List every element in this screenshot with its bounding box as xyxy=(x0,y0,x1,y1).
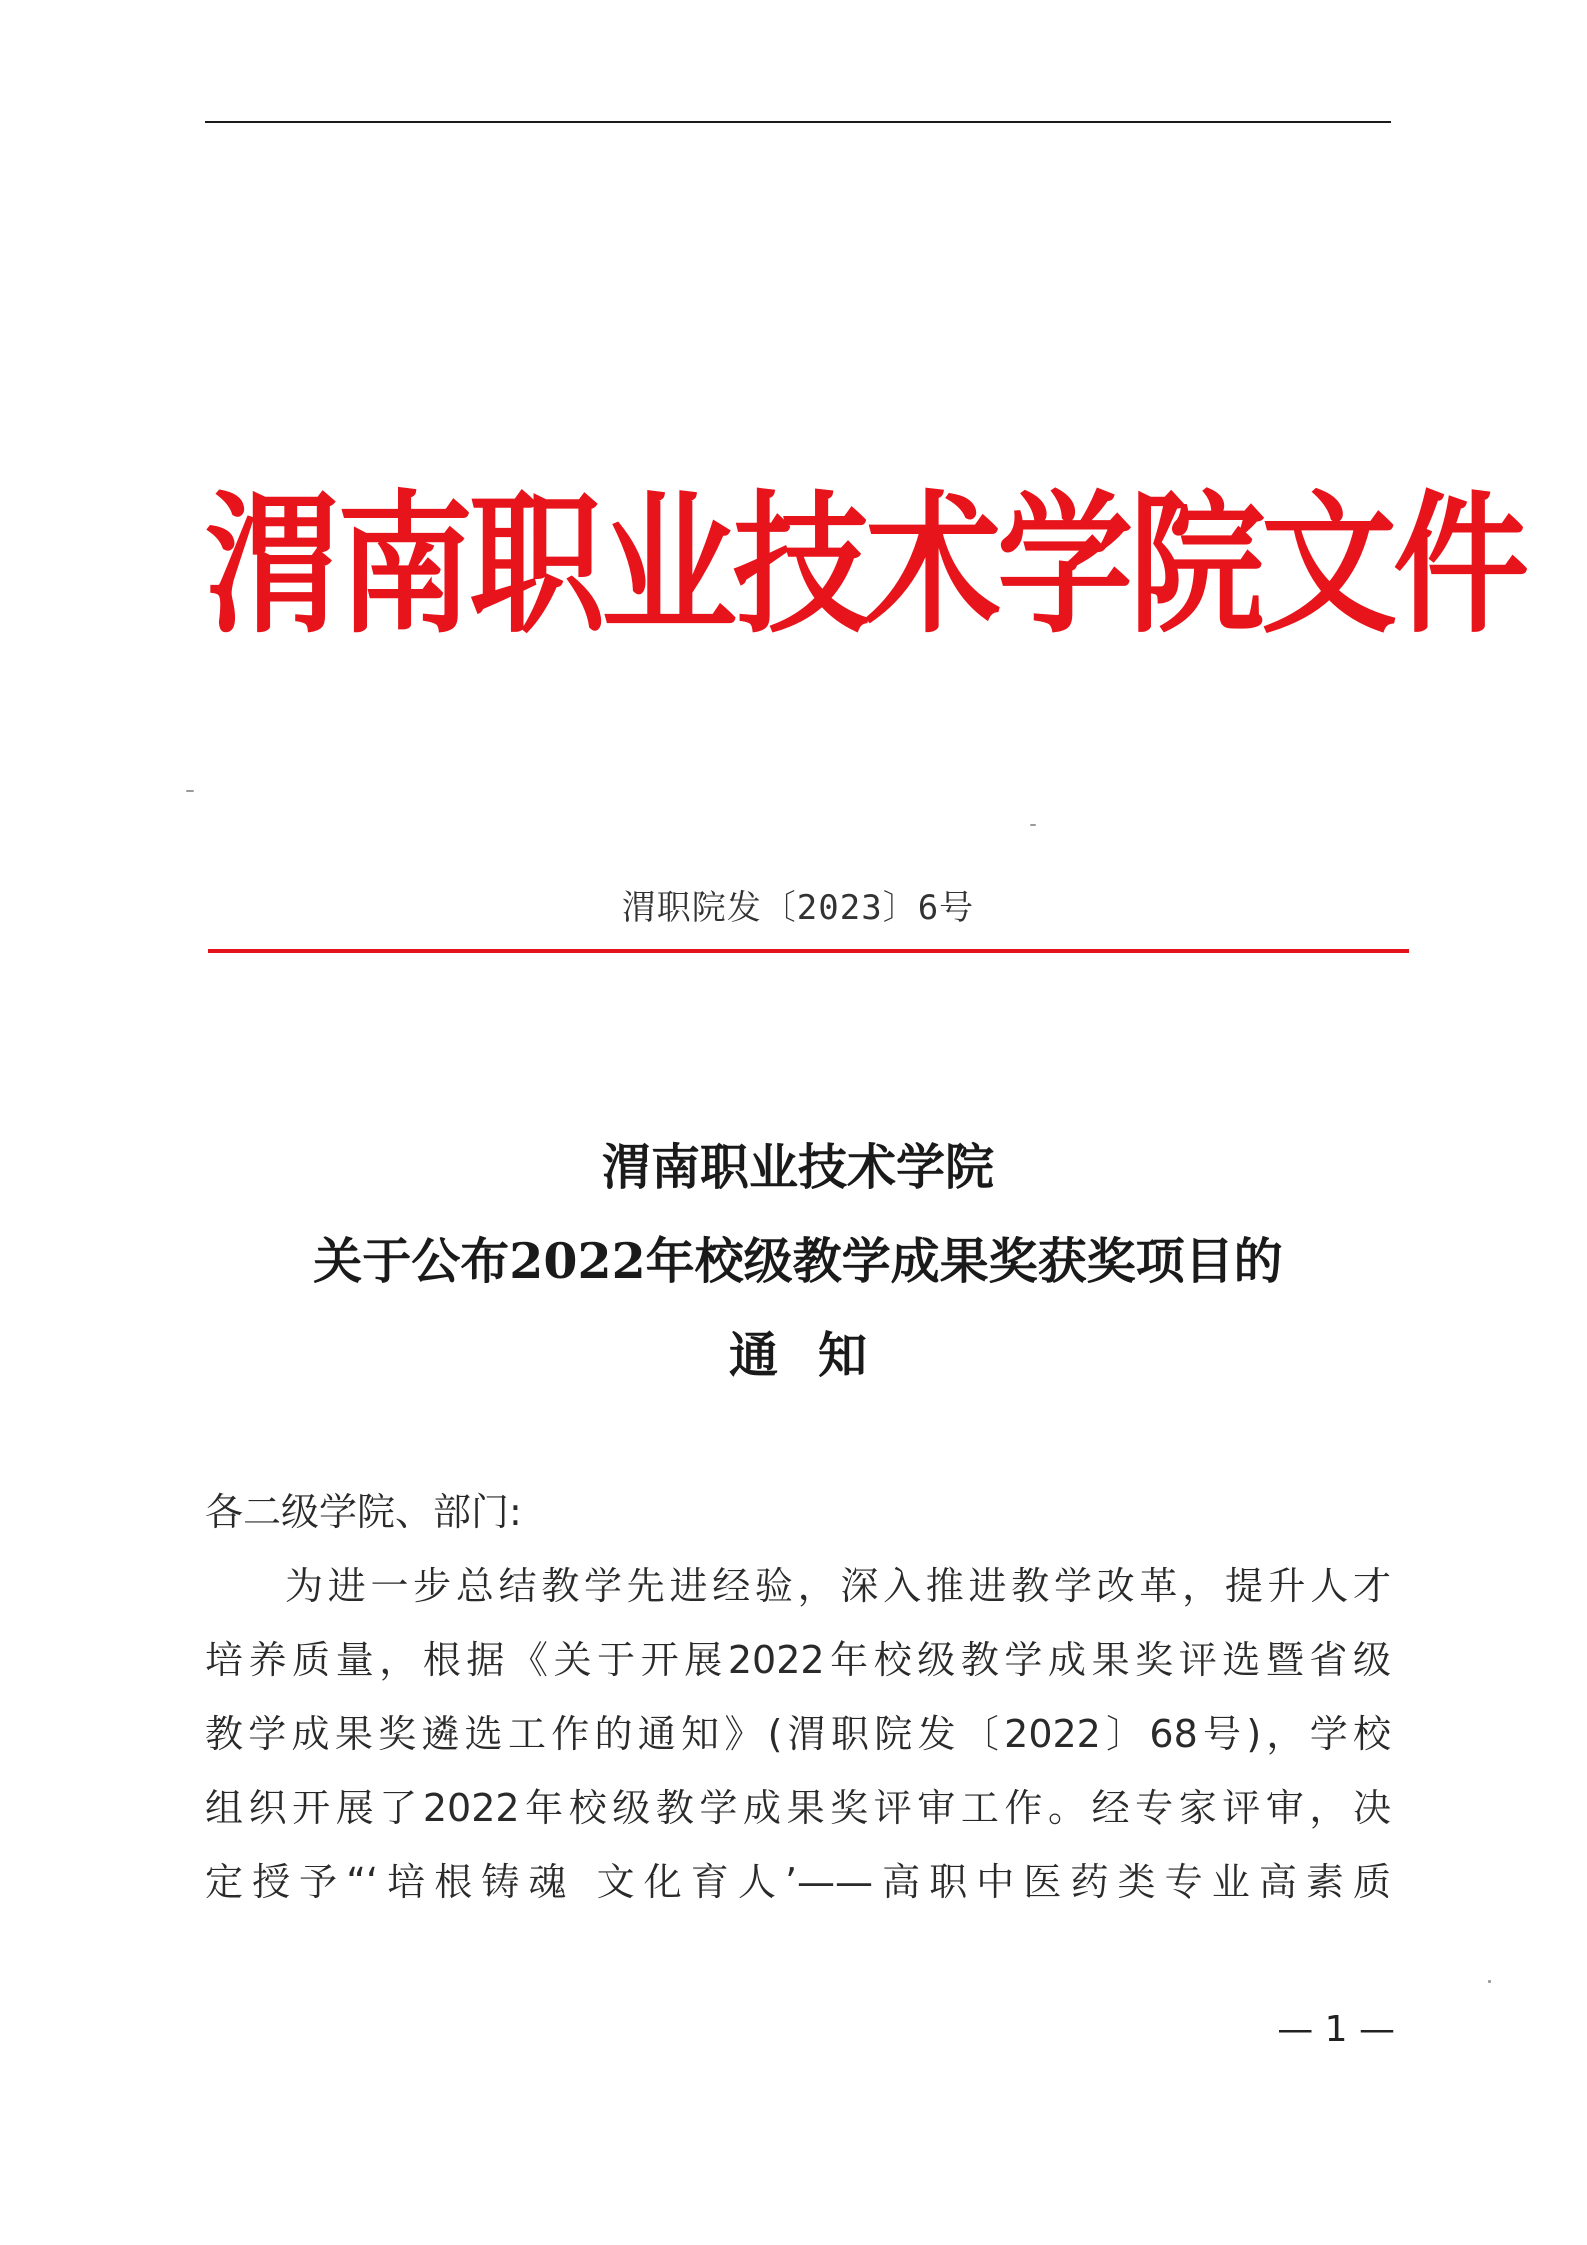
salutation: 各二级学院、部门: xyxy=(205,1490,522,1534)
scan-speck xyxy=(1488,1980,1491,1983)
title-line-notice: 通知 xyxy=(728,1326,907,1384)
scan-speck xyxy=(186,790,194,792)
notice-title xyxy=(205,1120,1391,1402)
title-line-subject: 关于公布2022年校级教学成果奖获奖项目的 xyxy=(313,1232,1283,1290)
scan-speck xyxy=(1030,824,1036,826)
title-line-institution: 渭南职业技术学院 xyxy=(601,1138,994,1196)
document-number: 渭职院发〔2023〕6号 xyxy=(621,888,975,928)
notice-body xyxy=(205,1475,1391,1919)
paragraph-line: 组织开展了2022年校级教学成果奖评审工作。经专家评审，决 xyxy=(205,1786,1391,1830)
document-header-title: 渭南职业技术学院文件 xyxy=(205,475,1525,655)
top-rule xyxy=(205,121,1391,123)
page-number: — 1 — xyxy=(1277,2009,1395,2050)
paragraph-line: 培养质量，根据《关于开展2022年校级教学成果奖评选暨省级 xyxy=(205,1638,1391,1682)
paragraph-line: 教学成果奖遴选工作的通知》(渭职院发〔2022〕68号)，学校 xyxy=(205,1712,1391,1756)
paragraph-line: 定授予“‘培根铸魂 文化育人’——高职中医药类专业高素质 xyxy=(205,1860,1391,1904)
red-separator-rule xyxy=(208,949,1409,953)
paragraph-line: 为进一步总结教学先进经验，深入推进教学改革，提升人才 xyxy=(285,1564,1391,1608)
